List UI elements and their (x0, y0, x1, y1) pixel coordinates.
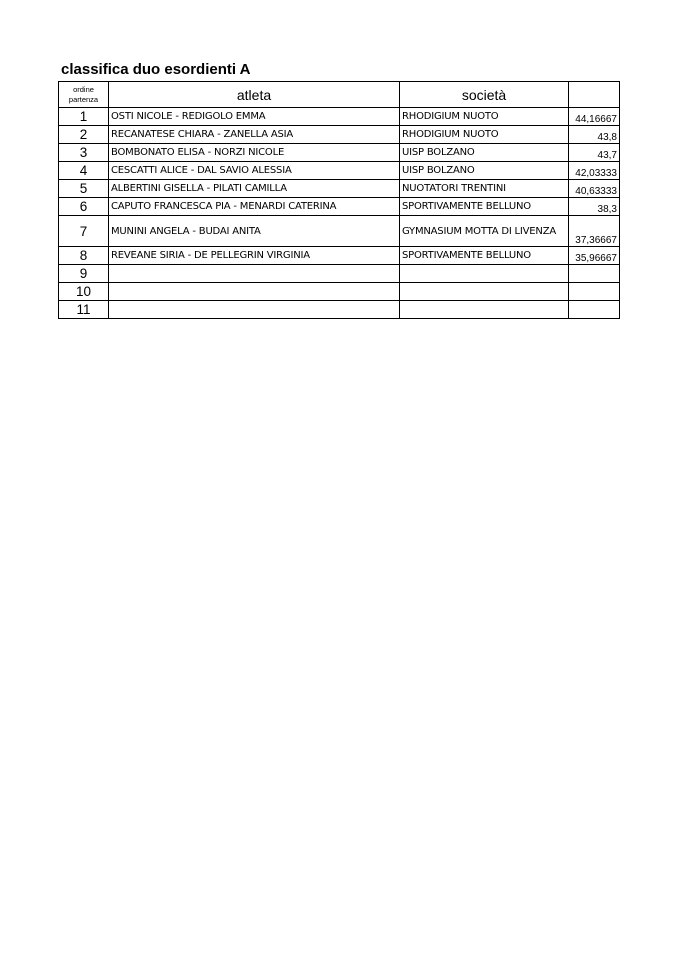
athlete-names: REVEANE SIRIA - DE PELLEGRIN VIRGINIA (109, 247, 400, 265)
table-row (59, 144, 620, 162)
athlete-names: BOMBONATO ELISA - NORZI NICOLE (109, 144, 400, 162)
athlete-names: ALBERTINI GISELLA - PILATI CAMILLA (109, 180, 400, 198)
club-name: SPORTIVAMENTE BELLUNO (400, 247, 569, 265)
page-title: classifica duo esordienti A (61, 61, 251, 78)
score-value (569, 283, 620, 301)
row-number: 1 (59, 108, 109, 126)
score-value (569, 301, 620, 319)
header-ordine-partenza (59, 82, 109, 108)
score-value (569, 265, 620, 283)
table-row (59, 126, 620, 144)
athlete-names (109, 283, 400, 301)
score-value: 43,7 (569, 144, 620, 162)
table-row (59, 301, 620, 319)
table-header-row (59, 82, 620, 108)
row-number: 3 (59, 144, 109, 162)
row-number: 11 (59, 301, 109, 319)
club-name: GYMNASIUM MOTTA DI LIVENZA (400, 216, 569, 247)
header-atleta: atleta (109, 82, 400, 108)
header-partenza: partenza (68, 94, 99, 104)
row-number: 10 (59, 283, 109, 301)
athlete-names: OSTI NICOLE - REDIGOLO EMMA (109, 108, 400, 126)
club-name: UISP BOLZANO (400, 144, 569, 162)
row-number: 6 (59, 198, 109, 216)
score-value: 40,63333 (569, 180, 620, 198)
row-number: 4 (59, 162, 109, 180)
header-score (569, 82, 620, 108)
score-value: 35,96667 (569, 247, 620, 265)
row-number: 2 (59, 126, 109, 144)
results-table (58, 81, 620, 319)
score-value: 43,8 (569, 126, 620, 144)
score-value: 42,03333 (569, 162, 620, 180)
table-row (59, 162, 620, 180)
club-name (400, 283, 569, 301)
score-value: 38,3 (569, 198, 620, 216)
club-name: RHODIGIUM NUOTO (400, 126, 569, 144)
athlete-names (109, 265, 400, 283)
row-number: 7 (59, 216, 109, 247)
club-name: SPORTIVAMENTE BELLUNO (400, 198, 569, 216)
table-row (59, 216, 620, 247)
table-row (59, 265, 620, 283)
athlete-names: MUNINI ANGELA - BUDAI ANITA (109, 216, 400, 247)
club-name: NUOTATORI TRENTINI (400, 180, 569, 198)
score-value: 37,36667 (569, 216, 620, 247)
club-name: RHODIGIUM NUOTO (400, 108, 569, 126)
score-value: 44,16667 (569, 108, 620, 126)
header-societa: società (400, 82, 569, 108)
athlete-names (109, 301, 400, 319)
row-number: 8 (59, 247, 109, 265)
club-name (400, 265, 569, 283)
athlete-names: RECANATESE CHIARA - ZANELLA ASIA (109, 126, 400, 144)
header-ordine: ordine (73, 84, 94, 94)
club-name (400, 301, 569, 319)
table-row (59, 247, 620, 265)
club-name: UISP BOLZANO (400, 162, 569, 180)
athlete-names: CAPUTO FRANCESCA PIA - MENARDI CATERINA (109, 198, 400, 216)
table-row (59, 283, 620, 301)
table-row (59, 198, 620, 216)
row-number: 5 (59, 180, 109, 198)
table-row (59, 108, 620, 126)
table-row (59, 180, 620, 198)
row-number: 9 (59, 265, 109, 283)
athlete-names: CESCATTI ALICE - DAL SAVIO ALESSIA (109, 162, 400, 180)
